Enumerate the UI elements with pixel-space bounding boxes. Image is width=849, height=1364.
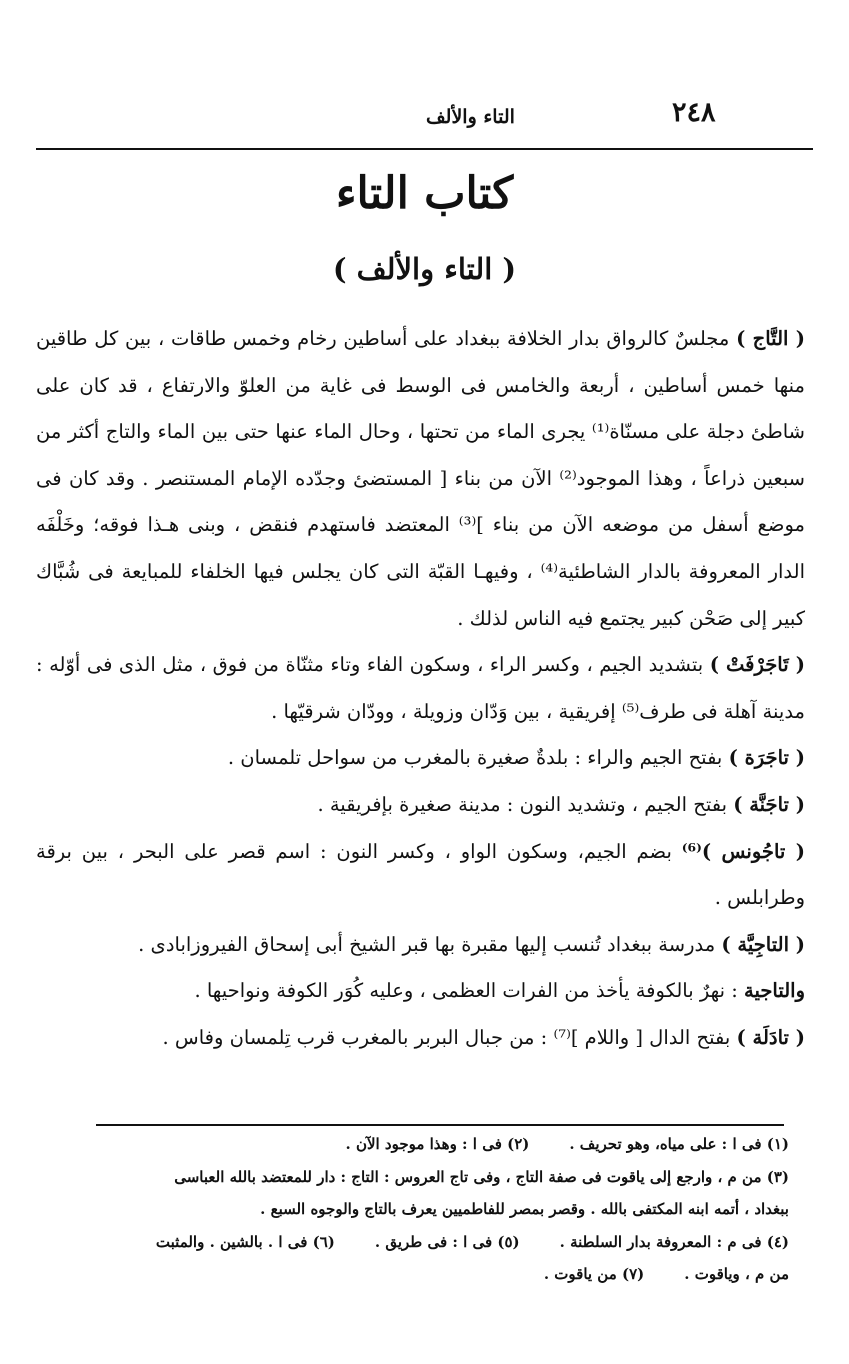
- entry-head: ( التاجِيَّة ): [721, 932, 805, 956]
- entry-head: ( تاجُونس )⁽⁶⁾: [681, 839, 805, 863]
- footnote: (٧) من ياقوت .: [543, 1265, 645, 1283]
- footnote: (٣) من م ، وارجع إلى ياقوت فى صفة التاج ، وفى تاج العروس : التاج : دار للمعتضد بالله العباسى: [174, 1167, 789, 1186]
- page-number: ٢٤٨: [672, 97, 716, 128]
- footnote: (٦) فى ا . بالشين . والمثبت: [155, 1232, 335, 1251]
- book-title: كتاب التاء: [335, 168, 514, 219]
- entry-text: بفتح الدال [ واللام ]⁽⁷⁾ : من جبال البربر بالمغرب قرب تِلمسان وفاس .: [162, 1025, 737, 1049]
- footnote-rule: [96, 1124, 784, 1126]
- entry-text: مجلسٌ كالرواق بدار الخلافة ببغداد على أساطين رخام وخمس طاقات ، بين كل طاقين منها خمس أساطين ، أربعة والخامس فى الوسط فى غاية من العلوّ والارتفاع ، قد كان على شاطئ دجلة على مسنّاة⁽¹⁾ يجرى الماء من تحتها ، وحال الماء عنها حتى بين الماء والتاج أكثر من سبعين ذراعاً ، وهذا الموجود⁽²⁾ الآن من بناء [ المستضئ وجدّده الإمام المستنصر . وقد كان فى موضع أسفل من موضعه الآن من بناء ]⁽³⁾ المعتضد فاستهدم فنقض ، وبنى هـذا فوقه؛ وخَلْفَه الدار المعروفة بالدار الشاطئية⁽⁴⁾ ، وفيهـا القبّة التى كان يجلس فيها الخلفاء للمبايعة فى شُبَّاك كبير إلى صَحْن كبير يجتمع فيه الناس لذلك .: [36, 327, 805, 630]
- section-title: ( التاء والألف ): [332, 252, 517, 286]
- entry-head: ( تاجَنَّة ): [733, 792, 805, 816]
- body-text: [36, 316, 805, 1062]
- entry-head: ( التَّاج ): [736, 327, 805, 350]
- footnote: (٢) فى ا : وهذا موجود الآن .: [345, 1135, 530, 1153]
- entry-text: مدرسة ببغداد تُنسب إليها مقبرة بها قبر الشيخ أبى إسحاق الفيروزابادى .: [138, 932, 722, 956]
- footnote: من م ، وياقوت .: [684, 1265, 789, 1283]
- footnote: (٥) فى ا : فى طريق .: [374, 1232, 520, 1251]
- entry-text: بتشديد الجيم ، وكسر الراء ، وسكون الفاء وتاء مثنّاة من فوق ، مثل الذى فى أوّله : مدينة آهلة فى طرف⁽⁵⁾ إفريقية ، بين وَدّان وزويلة ، وودّان شرقيّها .: [36, 653, 805, 723]
- footnote-line: [36, 1226, 789, 1259]
- entry-text: بفتح الجيم والراء : بلدةٌ صغيرة بالمغرب من سواحل تلمسان .: [227, 746, 729, 770]
- entry-head: ( تَاجَرْفَتْ ): [709, 653, 806, 677]
- footnote-line: [36, 1193, 789, 1226]
- entry-head: ( تاجَرَة ): [728, 746, 805, 770]
- entry-tajarft: [36, 642, 805, 735]
- entry-head: ( تادَلَة ): [736, 1025, 805, 1049]
- footnote: ببغداد ، أتمه ابنه المكتفى بالله . وقصر بمصر للفاطميين يعرف بالتاج والوجوه السبع .: [260, 1200, 789, 1218]
- entry-tajara: [36, 735, 805, 782]
- entry-tajiyya: [36, 922, 805, 969]
- footnotes: [36, 1128, 789, 1291]
- entry-text: بفتح الجيم ، وتشديد النون : مدينة صغيرة بإفريقية .: [317, 792, 734, 816]
- entry-tajunis: [36, 829, 805, 922]
- footnote-line: [36, 1258, 789, 1291]
- page-header: [36, 96, 813, 130]
- entry-tajiyya-river: [36, 968, 805, 1015]
- entry-tadala: [36, 1015, 805, 1062]
- entry-head: والتاجية: [744, 979, 805, 1003]
- entry-taj: [36, 316, 805, 642]
- footnote-line: [36, 1128, 789, 1161]
- entry-text: بضم الجيم، وسكون الواو ، وكسر النون : اسم قصر على البحر ، بين برقة وطرابلس .: [36, 839, 805, 910]
- entry-text: : نهرٌ بالكوفة يأخذ من الفرات العظمى ، وعليه كُوَر الكوفة ونواحيها .: [194, 979, 744, 1003]
- footnote: (١) فى ا : على مياه، وهو تحريف .: [569, 1135, 789, 1153]
- entry-tajanna: [36, 782, 805, 829]
- header-rule: [36, 148, 813, 150]
- running-title: التاء والألف: [426, 106, 515, 128]
- footnote-line: [36, 1161, 789, 1194]
- footnote: (٤) فى م : المعروفة بدار السلطنة .: [559, 1232, 789, 1251]
